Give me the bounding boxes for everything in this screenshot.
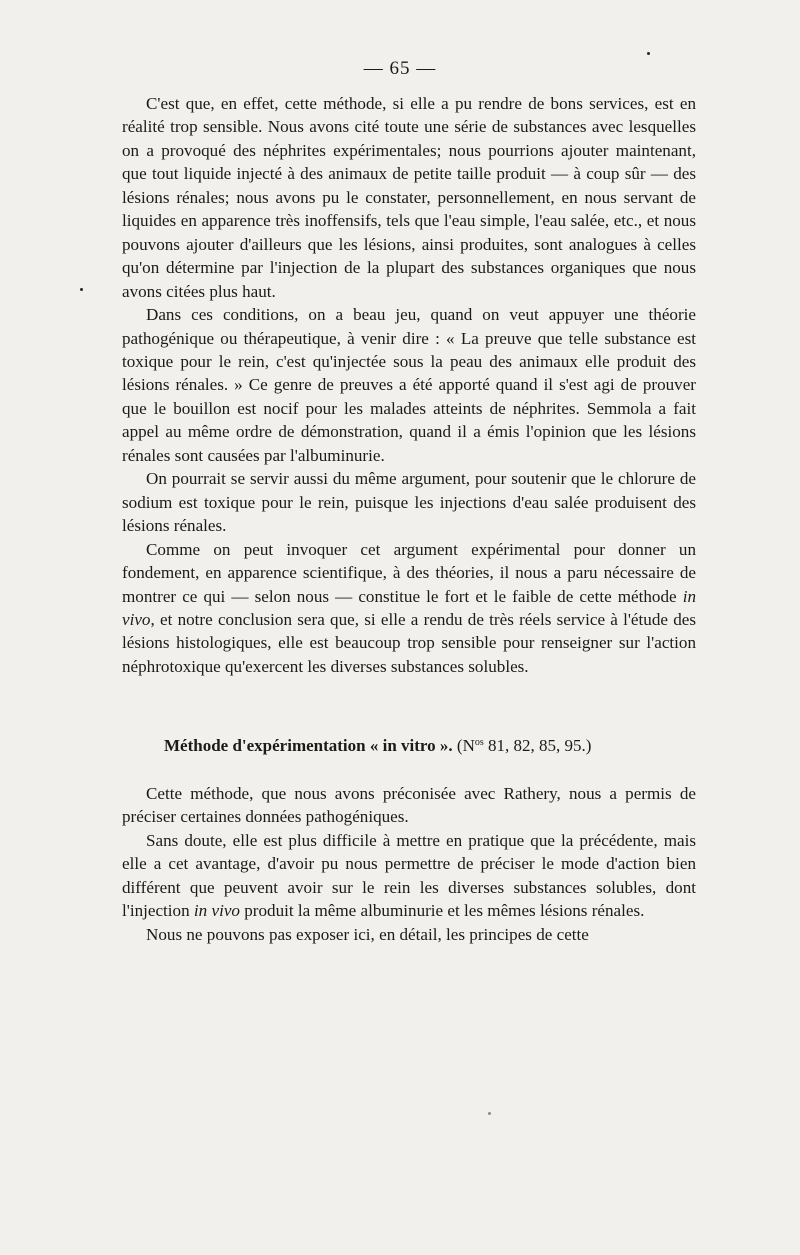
- paragraph-text: Cette méthode, que nous avons préconisée avec Rathery, nous a permis de préciser certaines données pathogéniques.: [122, 783, 696, 827]
- paragraph-text: C'est que, en effet, cette méthode, si elle a pu rendre de bons services, est en réalité trop sensible. Nous avons cité toute une série de substances avec lesquelles on a provoqué des néphrites expérimentales; nous pourrions ajouter maintenant, que tout liquide injecté à des animaux de petite taille produit — à coup sûr — des lésions rénales; nous avons pu le constater, personnellement, en nous servant de liquides en apparence très inoffensifs, tels que l'eau simple, l'eau salée, etc., et nous pouvons ajouter d'ailleurs que les lésions, ainsi produites, sont analogues à celles qu'on détermine par l'injection de la plupart des substances organiques que nous avons citées plus haut.: [122, 94, 696, 301]
- paragraph-text: Comme on peut invoquer cet argument expérimental pour donner un fondement, en apparence scientifique, à des théories, il nous a paru nécessaire de montrer ce qui — selon nous — constitue le fort et le faible de cette méthode: [122, 539, 696, 606]
- heading-ref-numbers: 81, 82, 85, 95.): [483, 736, 592, 756]
- heading-title: Méthode d'expérimentation « in vitro ».: [164, 736, 453, 756]
- italic-term: in vivo: [193, 901, 240, 921]
- paragraph-text: , et notre conclusion sera que, si elle a rendu de très réels service à l'étude des lésions histologiques, elle est beaucoup trop sensible pour renseigner sur l'action néphrotoxique qu'exercent les diverses substances solubles.: [122, 609, 696, 676]
- heading-ref-prefix: (N: [452, 736, 475, 756]
- paragraph-text: Nous ne pouvons pas exposer ici, en détail, les principes de cette: [146, 924, 589, 944]
- paragraph: [122, 303, 696, 467]
- paragraph-text: On pourrait se servir aussi du même argument, pour soutenir que le chlorure de sodium est toxique pour le rein, puisque les injections d'eau salée produisent des lésions rénales.: [122, 469, 696, 536]
- italic-term: in vivo: [122, 586, 696, 629]
- heading-ref-superscript: os: [474, 737, 484, 749]
- paragraph: [122, 538, 696, 679]
- body-text: [122, 92, 696, 946]
- paragraph-text: Dans ces conditions, on a beau jeu, quand on veut appuyer une théorie pathogénique ou thérapeutique, à venir dire : « La preuve que telle substance est toxique pour le rein, c'est qu'injectée sous la peau des animaux elle produit des lésions rénales. » Ce genre de preuves a été apporté quand il s'est agi de prouver que le bouillon est nocif pour les malades atteints de néphrites. Semmola a fait appel au même ordre de démonstration, quand il a émis l'opinion que les lésions rénales sont causées par l'albuminurie.: [122, 305, 696, 465]
- paragraph: [122, 92, 696, 303]
- paragraph: [122, 782, 696, 829]
- print-speck: [647, 52, 650, 55]
- paragraph-text: produit la même albuminurie et les mêmes lésions rénales.: [239, 901, 645, 921]
- paragraph: [122, 467, 696, 537]
- paragraph: [122, 829, 696, 923]
- print-speck: [488, 1112, 491, 1115]
- print-speck: [80, 288, 83, 291]
- page-number: — 65 —: [363, 58, 437, 79]
- section-heading: [122, 734, 696, 757]
- paragraph: [122, 923, 696, 946]
- paragraph-text: Sans doute, elle est plus difficile à mettre en pratique que la précédente, mais elle a cet avantage, d'avoir pu nous permettre de préciser le mode d'action bien différent que peuvent avoir sur le rein les diverses substances solubles, dont l'injection: [122, 830, 696, 921]
